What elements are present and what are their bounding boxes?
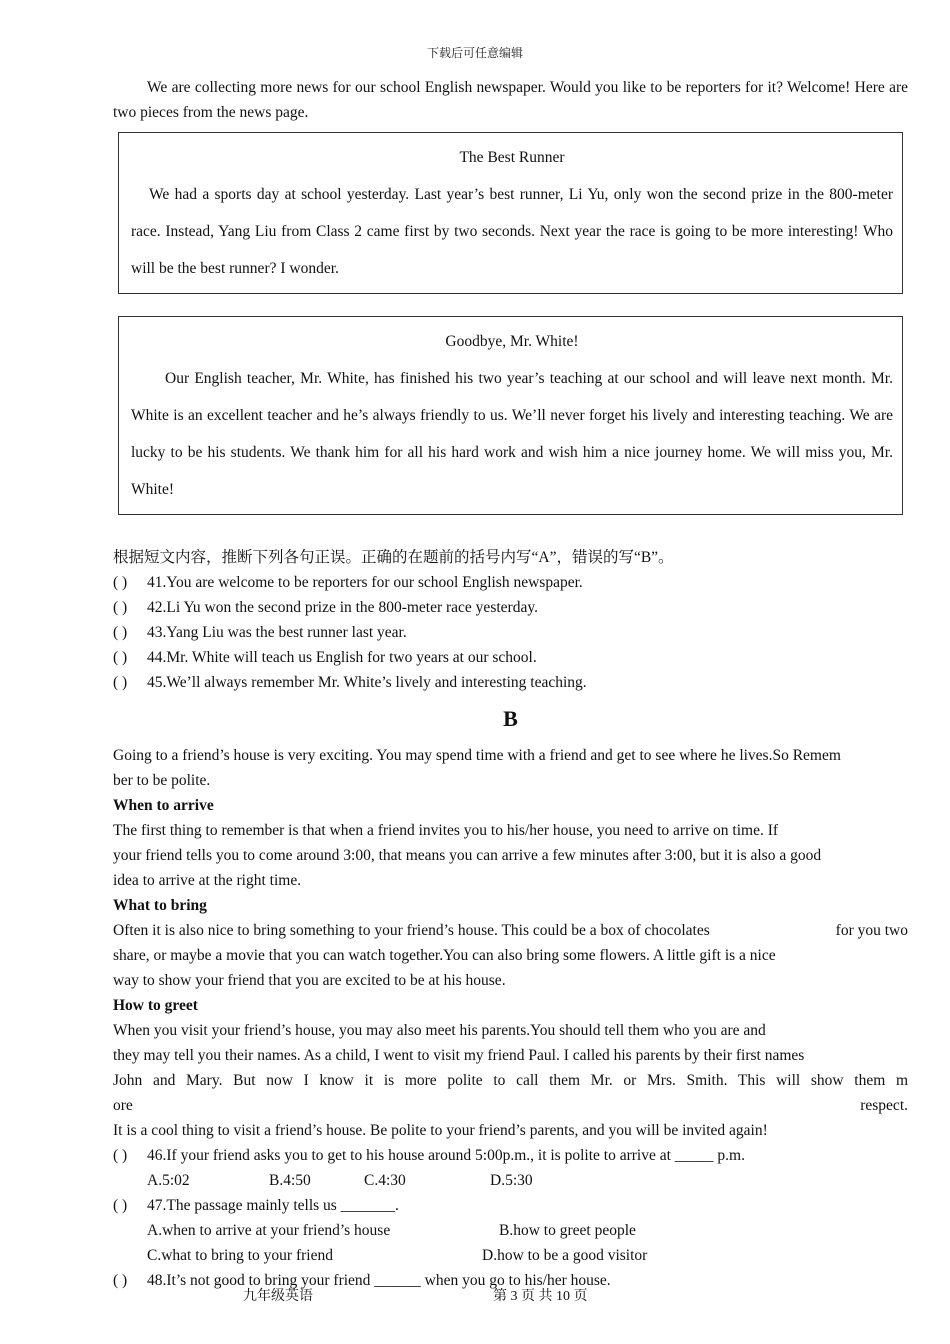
passage-line: ber to be polite. xyxy=(113,772,211,789)
question-text: 43.Yang Liu was the best runner last year. xyxy=(147,624,407,641)
passage-line xyxy=(113,1093,908,1118)
section-b-heading: B xyxy=(503,706,518,731)
passage-line: It is a cool thing to visit a friend’s house. Be polite to your friend’s parents, and you will be invited again! xyxy=(113,1122,768,1139)
answer-paren[interactable]: ( ) xyxy=(113,674,128,691)
subheading-bring: What to bring xyxy=(113,897,207,914)
question-43 xyxy=(113,620,908,645)
question-41 xyxy=(113,570,908,595)
question-text: 46.If your friend asks you to get to his house around 5:00p.m., it is polite to arrive at _____ p.m. xyxy=(147,1147,745,1164)
question-text: 47.The passage mainly tells us _______. xyxy=(147,1197,399,1214)
options-46 xyxy=(113,1168,908,1193)
passage-line: When you visit your friend’s house, you may also meet his parents.You should tell them who you are and xyxy=(113,1022,766,1039)
passage-text: Often it is also nice to bring something to your friend’s house. This could be a box of chocolates xyxy=(113,922,710,939)
answer-paren[interactable]: ( ) xyxy=(113,599,128,616)
options-47-row1 xyxy=(113,1218,908,1243)
answer-paren[interactable]: ( ) xyxy=(113,1197,128,1214)
footer-subject: 九年级英语 xyxy=(243,1289,313,1304)
answer-paren[interactable]: ( ) xyxy=(113,624,128,641)
news-body: We had a sports day at school yesterday. Last year’s best runner, Li Yu, only won the second prize in the 800-meter race. Instead, Yang Liu from Class 2 came first by two seconds. Next year the race is going to be more interesting! Who will be the best runner? I wonder. xyxy=(131,186,893,277)
instruction: 根据短文内容，推断下列各句正误。正确的在题前的括号内写“A”，错误的写“B”。 xyxy=(113,549,674,566)
news-title: Goodbye, Mr. White! xyxy=(445,333,579,350)
passage-line: idea to arrive at the right time. xyxy=(113,872,302,889)
header-note: 下载后可任意编辑 xyxy=(426,46,523,60)
section-b-passage xyxy=(113,743,908,1143)
page-content xyxy=(113,75,908,1293)
news-title: The Best Runner xyxy=(459,149,565,166)
news-box-best-runner xyxy=(118,132,903,294)
options-47-row2 xyxy=(113,1243,908,1268)
footer-page-number: 第 3 页 共 10 页 xyxy=(493,1289,588,1304)
question-45 xyxy=(113,670,908,695)
question-46 xyxy=(113,1143,908,1168)
option-d[interactable]: D.how to be a good visitor xyxy=(482,1247,648,1264)
question-text: 42.Li Yu won the second prize in the 800-meter race yesterday. xyxy=(147,599,538,616)
option-c[interactable]: C.what to bring to your friend xyxy=(147,1247,333,1264)
question-42 xyxy=(113,595,908,620)
question-text: 45.We’ll always remember Mr. White’s lively and interesting teaching. xyxy=(147,674,587,691)
passage-line: The first thing to remember is that when a friend invites you to his/her house, you need to arrive on time. If xyxy=(113,822,779,839)
passage-line: Going to a friend’s house is very exciting. You may spend time with a friend and get to see where he lives.So Remem xyxy=(113,747,841,764)
option-c[interactable]: C.4:30 xyxy=(364,1172,406,1189)
answer-paren[interactable]: ( ) xyxy=(113,649,128,666)
tf-question-list xyxy=(113,570,908,695)
passage-text: for you two xyxy=(835,922,908,939)
intro-paragraph: We are collecting more news for our school English newspaper. Would you like to be reporters for it? Welcome! Here are two pieces from the news page. xyxy=(113,79,908,121)
passage-line: your friend tells you to come around 3:00, that means you can arrive a few minutes after 3:00, but it is also a good xyxy=(113,847,822,864)
passage-line: way to show your friend that you are excited to be at his house. xyxy=(113,972,506,989)
question-text: 41.You are welcome to be reporters for our school English newspaper. xyxy=(147,574,583,591)
passage-line: share, or maybe a movie that you can watch together.You can also bring some flowers. A little gift is a nice xyxy=(113,947,776,964)
subheading-greet: How to greet xyxy=(113,997,198,1014)
answer-paren[interactable]: ( ) xyxy=(113,1147,128,1164)
answer-paren[interactable]: ( ) xyxy=(113,1272,128,1289)
passage-text: ore xyxy=(113,1097,133,1114)
answer-paren[interactable]: ( ) xyxy=(113,574,128,591)
mc-question-list xyxy=(113,1143,908,1293)
question-44 xyxy=(113,645,908,670)
news-box-goodbye xyxy=(118,316,903,515)
question-47 xyxy=(113,1193,908,1218)
option-a[interactable]: A.5:02 xyxy=(147,1172,190,1189)
option-b[interactable]: B.how to greet people xyxy=(499,1222,636,1239)
option-b[interactable]: B.4:50 xyxy=(269,1172,311,1189)
passage-line: John and Mary. But now I know it is more polite to call them Mr. or Mrs. Smith. This will show them m xyxy=(113,1072,908,1089)
subheading-arrive: When to arrive xyxy=(113,797,214,814)
passage-line: they may tell you their names. As a child, I went to visit my friend Paul. I called his parents by their first names xyxy=(113,1047,805,1064)
passage-text: respect. xyxy=(860,1097,908,1114)
question-text: 44.Mr. White will teach us English for two years at our school. xyxy=(147,649,537,666)
option-d[interactable]: D.5:30 xyxy=(490,1172,533,1189)
news-body: Our English teacher, Mr. White, has finished his two year’s teaching at our school and will leave next month. Mr. White is an excellent teacher and he’s always friendly to us. We’ll never forget his lively and interesting teaching. We are lucky to be his students. We thank him for all his hard work and wish him a nice journey home. We will miss you, Mr. White! xyxy=(131,370,893,498)
passage-line xyxy=(113,918,908,943)
question-text: 48.It’s not good to bring your friend ______ when you go to his/her house. xyxy=(147,1272,611,1289)
option-a[interactable]: A.when to arrive at your friend’s house xyxy=(147,1222,391,1239)
